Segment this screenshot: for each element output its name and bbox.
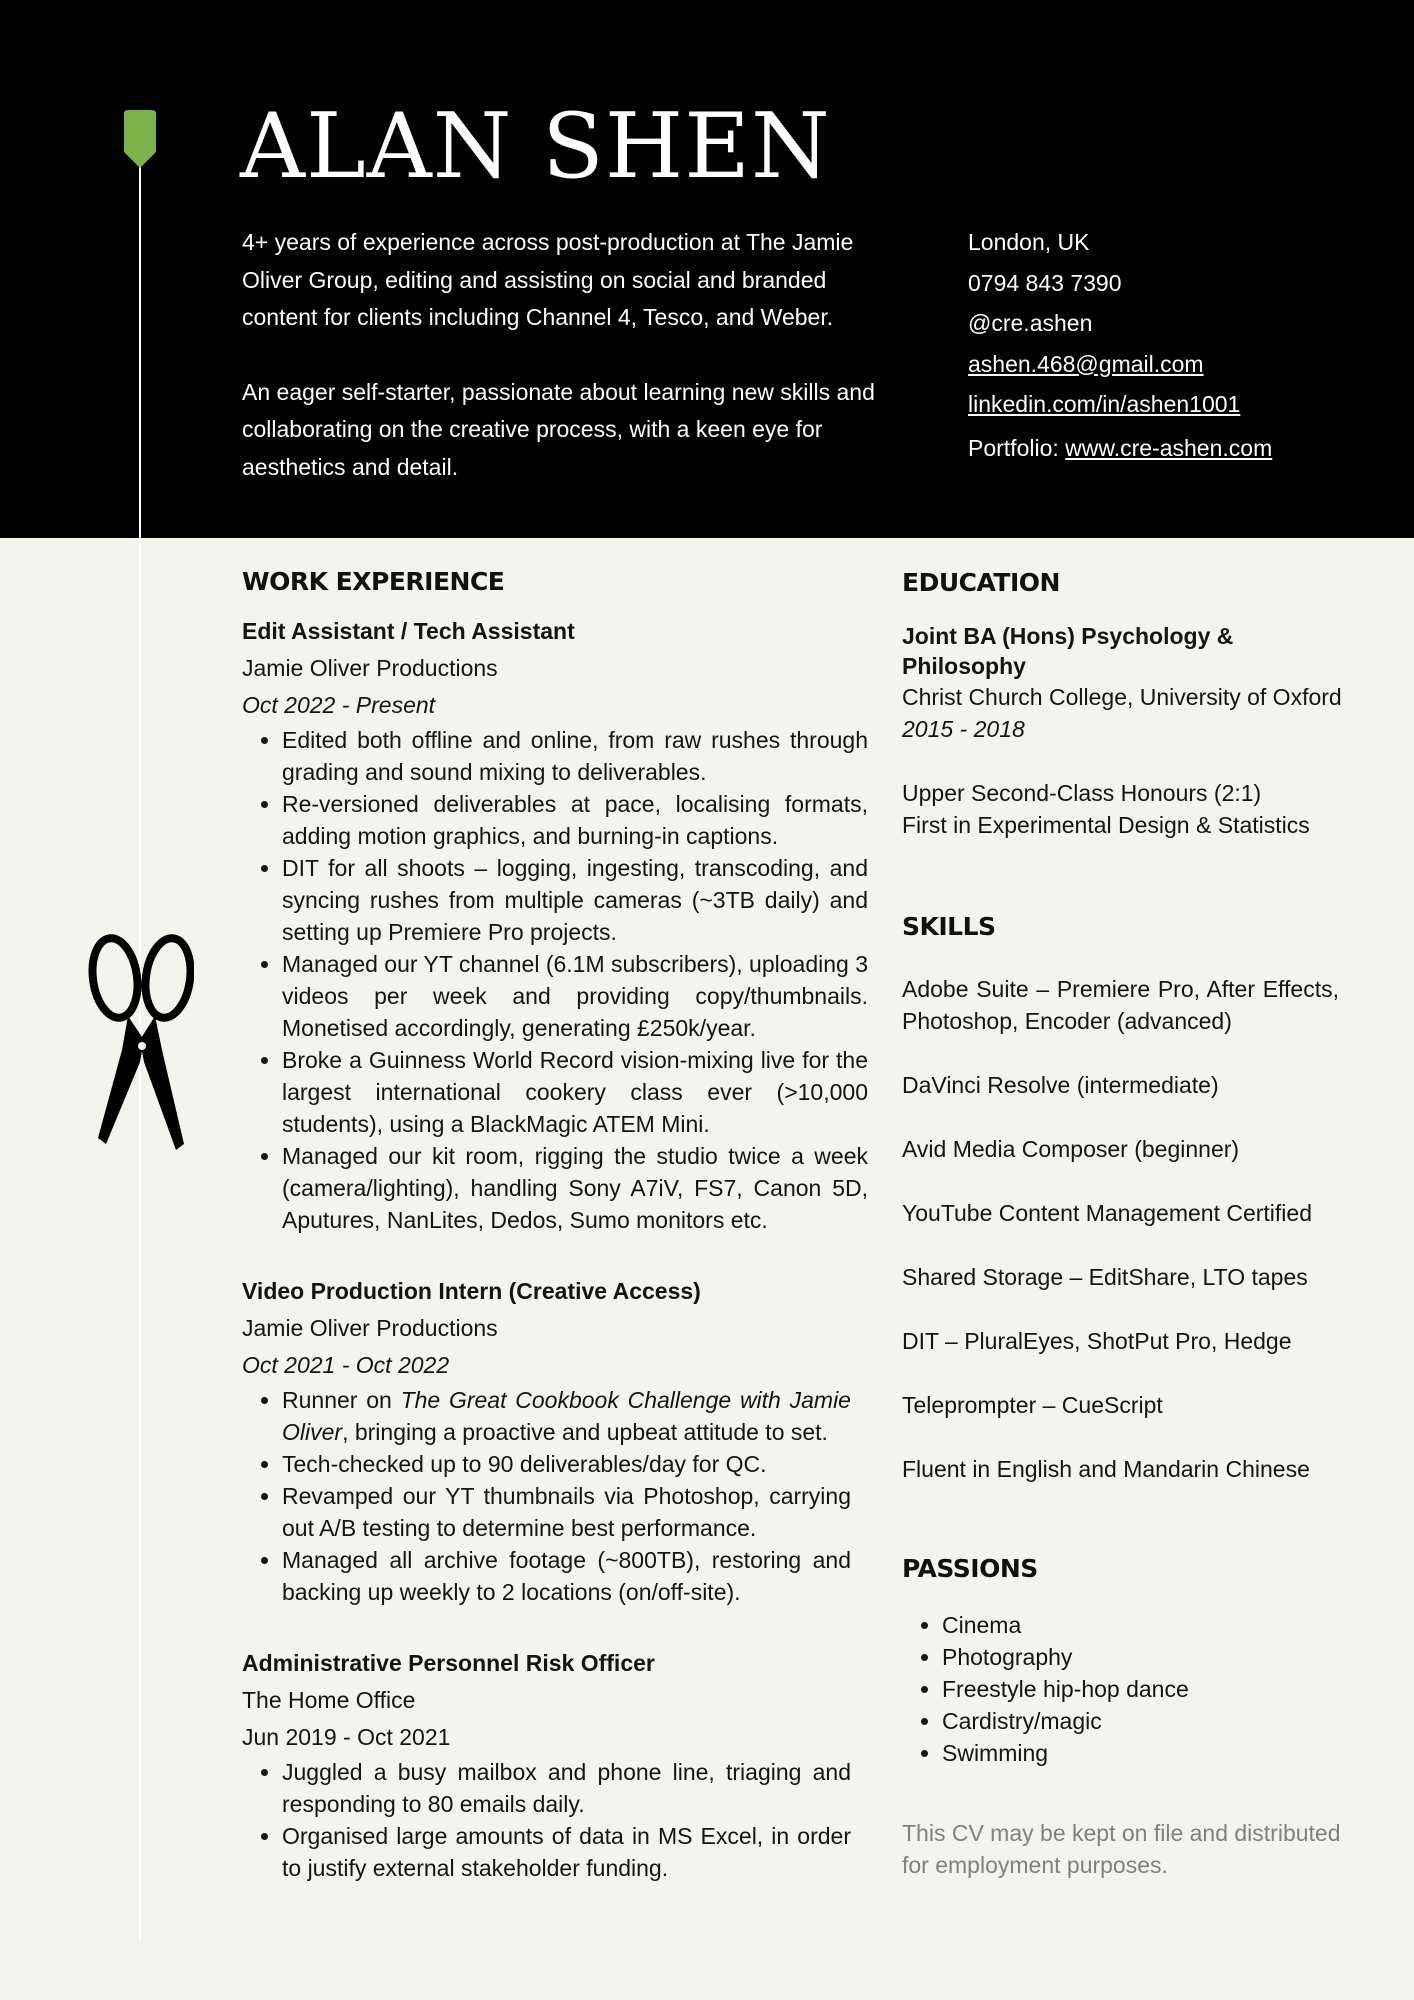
- list-item: • Tech-checked up to 90 deliverables/day for QC.: [282, 1448, 851, 1480]
- list-item: • Re-versioned deliverables at pace, localising formats, adding motion graphics, and burning-in captions.: [282, 788, 868, 852]
- job-title: Video Production Intern (Creative Access): [242, 1278, 701, 1304]
- job-entry: [242, 1648, 868, 1884]
- portfolio-label: Portfolio:: [968, 434, 1059, 461]
- list-item: • DIT for all shoots – logging, ingesting, transcoding, and syncing rushes from multiple cameras (~3TB daily) and setting up Premiere Pro projects.: [282, 852, 868, 948]
- job-bullets: [242, 1384, 851, 1608]
- skill-item: DaVinci Resolve (intermediate): [902, 1072, 1219, 1098]
- timeline-marker-icon: [122, 110, 158, 170]
- list-item: • Broke a Guinness World Record vision-mixing live for the largest international cookery class ever (>10,000 students), using a BlackMagic ATEM Mini.: [282, 1044, 868, 1140]
- job-bullets: [242, 1756, 851, 1884]
- skill-item: Avid Media Composer (beginner): [902, 1136, 1240, 1162]
- phone: 0794 843 7390: [968, 269, 1122, 296]
- email-link[interactable]: ashen.468@gmail.com: [968, 350, 1204, 377]
- section-title-education: EDUCATION: [902, 568, 1060, 597]
- section-title-passions: PASSIONS: [902, 1554, 1038, 1583]
- summary: [242, 224, 892, 523]
- skill-item: Teleprompter – CueScript: [902, 1392, 1163, 1418]
- skill-item: Shared Storage – EditShare, LTO tapes: [902, 1264, 1308, 1290]
- education-section: [902, 567, 1356, 841]
- portfolio-link[interactable]: www.cre-ashen.com: [1065, 434, 1273, 461]
- institution: Christ Church College, University of Oxford: [902, 684, 1342, 710]
- list-item: • Juggled a busy mailbox and phone line, triaging and responding to 80 emails daily.: [282, 1756, 851, 1820]
- job-entry: [242, 1276, 868, 1608]
- list-item: • Freestyle hip-hop dance: [942, 1673, 1356, 1705]
- job-org: Jamie Oliver Productions: [242, 1315, 498, 1341]
- degree: Joint BA (Hons) Psychology & Philosophy: [902, 623, 1234, 679]
- list-item: • Swimming: [942, 1737, 1356, 1769]
- list-item: • Cardistry/magic: [942, 1705, 1356, 1737]
- passions-list: [902, 1609, 1356, 1769]
- job-org: The Home Office: [242, 1687, 416, 1713]
- job-entry: [242, 616, 868, 1236]
- summary-paragraph: An eager self-starter, passionate about learning new skills and collaborating on the creative process, with a keen eye for aesthetics and detail.: [242, 378, 875, 480]
- job-title: Edit Assistant / Tech Assistant: [242, 618, 575, 644]
- job-org: Jamie Oliver Productions: [242, 655, 498, 681]
- contact-info: [968, 224, 1272, 470]
- list-item: • Managed our YT channel (6.1M subscribers), uploading 3 videos per week and providing copy/thumbnails. Monetised accordingly, generating £250k/year.: [282, 948, 868, 1044]
- honours: Upper Second-Class Honours (2:1): [902, 780, 1262, 806]
- job-dates: Oct 2022 - Present: [242, 692, 436, 718]
- right-column: [902, 567, 1356, 1881]
- location: London, UK: [968, 229, 1090, 255]
- disclaimer: This CV may be kept on file and distributed for employment purposes.: [902, 1820, 1341, 1878]
- scissors-icon: [88, 930, 194, 1154]
- skills-section: [902, 911, 1356, 1485]
- skill-item: YouTube Content Management Certified: [902, 1200, 1313, 1226]
- list-item: [282, 1384, 851, 1448]
- bullet-text: , bringing a proactive and upbeat attitude to set.: [342, 1419, 828, 1445]
- list-item: • Edited both offline and online, from raw rushes through grading and sound mixing to deliverables.: [282, 724, 868, 788]
- section-title-work: WORK EXPERIENCE: [242, 567, 505, 596]
- linkedin-link[interactable]: linkedin.com/in/ashen1001: [968, 391, 1241, 417]
- skill-item: DIT – PluralEyes, ShotPut Pro, Hedge: [902, 1328, 1292, 1354]
- job-dates: Oct 2021 - Oct 2022: [242, 1352, 450, 1378]
- work-experience-section: [242, 567, 868, 1884]
- list-item: • Revamped our YT thumbnails via Photoshop, carrying out A/B testing to determine best performance.: [282, 1480, 851, 1544]
- job-bullets: [242, 724, 868, 1236]
- passions-section: [902, 1553, 1356, 1769]
- job-title: Administrative Personnel Risk Officer: [242, 1650, 655, 1676]
- skill-item: Fluent in English and Mandarin Chinese: [902, 1456, 1310, 1482]
- list-item: • Cinema: [942, 1609, 1356, 1641]
- show-title: The Great Cookbook Challenge with Jamie Oliver: [282, 1387, 851, 1445]
- summary-paragraph: 4+ years of experience across post-production at The Jamie Oliver Group, editing and assisting on social and branded content for clients including Channel 4, Tesco, and Weber.: [242, 229, 854, 330]
- name-heading: ALAN SHEN: [240, 94, 831, 199]
- distinction: First in Experimental Design & Statistics: [902, 812, 1310, 838]
- list-item: • Photography: [942, 1641, 1356, 1673]
- list-item: • Managed our kit room, rigging the studio twice a week (camera/lighting), handling Sony A7iV, FS7, Canon 5D, Aputures, NanLites, Dedos, Sumo monitors etc.: [282, 1140, 868, 1236]
- bullet-text: Runner on: [282, 1387, 401, 1413]
- skill-item: Adobe Suite – Premiere Pro, After Effects, Photoshop, Encoder (advanced): [902, 976, 1339, 1034]
- job-dates: Jun 2019 - Oct 2021: [242, 1724, 451, 1750]
- social-handle: @cre.ashen: [968, 310, 1093, 336]
- list-item: • Managed all archive footage (~800TB), restoring and backing up weekly to 2 locations (on/off-site).: [282, 1544, 851, 1608]
- section-title-skills: SKILLS: [902, 912, 996, 941]
- list-item: • Organised large amounts of data in MS Excel, in order to justify external stakeholder funding.: [282, 1820, 851, 1884]
- education-dates: 2015 - 2018: [902, 716, 1025, 742]
